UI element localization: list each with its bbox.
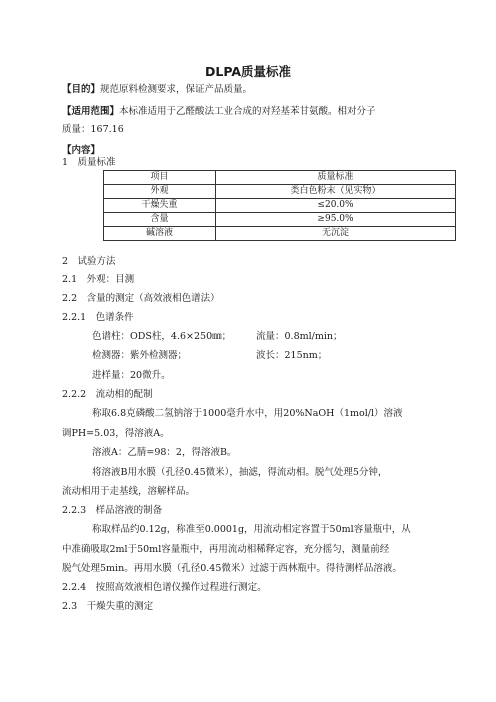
purpose-label: 【目的】: [62, 84, 101, 95]
purpose-text: 规范原料检测要求，保证产品质量。: [100, 84, 253, 95]
sample-paragraph-b: 中准确吸取2ml于50ml容量瓶中，再用流动相稀释定容，充分摇匀，测量前经: [62, 544, 390, 555]
table-cell: ≥95.0%: [216, 213, 456, 227]
table-cell: 干燥失重: [104, 199, 216, 213]
sample-paragraph-a: 称取样品约0.12g，称准至0.0001g，用流动相定容置于50ml容量瓶中，从: [92, 524, 411, 535]
table-header-cell: 质量标准: [216, 171, 456, 185]
mobile-paragraph-3b: 流动相用于走基线，溶解样品。: [62, 486, 196, 497]
mobile-paragraph-1a: 称取6.8克磷酸二氢钠溶于1000毫升水中，用20%NaOH（1mol/l）溶液: [92, 408, 403, 419]
section-2-1: 2.1 外观：目测: [62, 274, 135, 285]
chrom-detector: 检测器：紫外检测器；: [92, 350, 188, 361]
table-cell: 碱溶液: [104, 227, 216, 241]
section-2-3: 2.3 干燥失重的测定: [62, 601, 154, 612]
mobile-paragraph-3a: 将溶液B用水膜（孔径0.45微米），抽滤，得流动相。脱气处理5分钟，: [92, 467, 388, 478]
mobile-paragraph-2: 溶液A：乙腈=98：2，得溶液B。: [92, 447, 237, 458]
table-cell: 类白色粉末（见实物）: [216, 185, 456, 199]
document-title: DLPA质量标准: [204, 64, 292, 79]
chrom-flow: 流量：0.8ml/min；: [256, 331, 343, 342]
scope-line: [62, 106, 376, 117]
scope-text: 本标准适用于乙醛酸法工业合成的对羟基苯甘氨酸。相对分子: [119, 106, 376, 117]
table-header-cell: 项目: [104, 171, 216, 185]
table-header-row: [104, 171, 456, 185]
table-row: [104, 185, 456, 199]
mobile-paragraph-1b: 调PH=5.03，得溶液A。: [62, 428, 170, 439]
table-cell: 无沉淀: [216, 227, 456, 241]
quality-standard-table: [103, 170, 456, 241]
table-row: [104, 227, 456, 241]
table-row: [104, 213, 456, 227]
sample-paragraph-c: 脱气处理5min。再用水膜（孔径0.45微米）过滤于西林瓶中。得待测样品溶液。: [62, 563, 402, 574]
section-2-2-2: 2.2.2 流动相的配制: [62, 389, 153, 400]
table-cell: 含量: [104, 213, 216, 227]
chrom-injection: 进样量：20微升。: [92, 370, 171, 381]
section-2-2-4: 2.2.4 按照高效液相色谱仪操作过程进行测定。: [62, 582, 267, 593]
section-2-2-1: 2.2.1 色谱条件: [62, 312, 134, 323]
table-cell: 外观: [104, 185, 216, 199]
chrom-column: 色谱柱：ODS柱，4.6×250㎜；: [92, 331, 232, 342]
chrom-wavelength: 波长：215nm；: [256, 350, 328, 361]
table-cell: ≤20.0%: [216, 199, 456, 213]
section-1-heading: 1 质量标准: [62, 157, 116, 168]
scope-text-cont: 质量：167.16: [62, 124, 124, 135]
table-row: [104, 199, 456, 213]
scope-label: 【适用范围】: [62, 106, 120, 117]
purpose-line: [62, 84, 252, 95]
section-2-2-3: 2.2.3 样品溶液的制备: [62, 505, 163, 516]
content-label: 【内容】: [62, 145, 101, 156]
section-2-2: 2.2 含量的测定（高效液相色谱法）: [62, 293, 220, 304]
section-2-heading: 2 试验方法: [62, 256, 116, 267]
